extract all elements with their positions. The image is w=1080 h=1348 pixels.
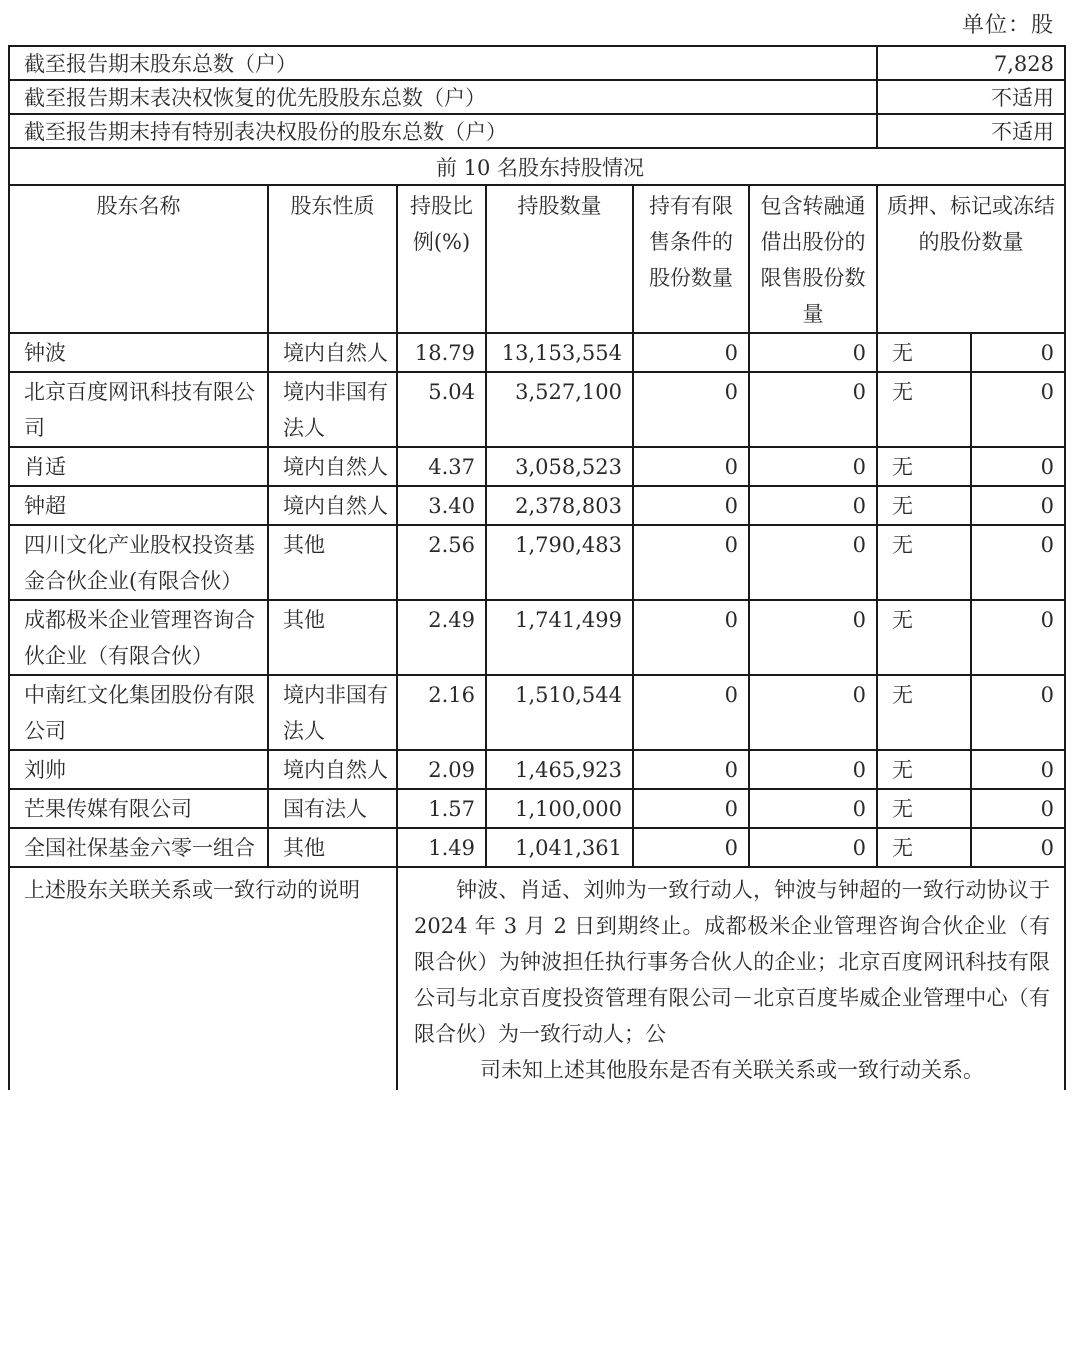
header-nature: 股东性质 <box>268 185 397 333</box>
pledge-status: 无 <box>877 750 971 789</box>
shareholder-row <box>9 789 1065 828</box>
pledge-status: 无 <box>877 333 971 372</box>
shareholder-row <box>9 372 1065 447</box>
pledge-quantity: 0 <box>971 486 1065 525</box>
pledge-status: 无 <box>877 525 971 600</box>
shares-held: 1,041,361 <box>486 828 633 867</box>
restricted-shares: 0 <box>633 525 749 600</box>
lent-restricted-shares: 0 <box>749 675 877 750</box>
restricted-shares: 0 <box>633 372 749 447</box>
restricted-shares: 0 <box>633 675 749 750</box>
shareholder-row <box>9 600 1065 675</box>
shareholder-name: 肖适 <box>9 447 268 486</box>
restricted-shares: 0 <box>633 333 749 372</box>
shareholding-ratio: 1.57 <box>397 789 486 828</box>
pledge-status: 无 <box>877 372 971 447</box>
shareholder-name: 钟超 <box>9 486 268 525</box>
shareholding-ratio: 3.40 <box>397 486 486 525</box>
shareholding-ratio: 2.49 <box>397 600 486 675</box>
relationship-note-row <box>9 867 1065 1090</box>
restricted-shares: 0 <box>633 828 749 867</box>
shareholder-name: 四川文化产业股权投资基金合伙企业(有限合伙） <box>9 525 268 600</box>
summary-value: 7,828 <box>877 46 1065 80</box>
header-name: 股东名称 <box>9 185 268 333</box>
shares-held: 13,153,554 <box>486 333 633 372</box>
shares-held: 1,510,544 <box>486 675 633 750</box>
shareholder-name: 北京百度网讯科技有限公司 <box>9 372 268 447</box>
shareholder-row <box>9 333 1065 372</box>
pledge-quantity: 0 <box>971 675 1065 750</box>
shares-held: 1,790,483 <box>486 525 633 600</box>
summary-label: 截至报告期末股东总数（户） <box>9 46 877 80</box>
note-text-last: 司未知上述其他股东是否有关联关系或一致行动关系。 <box>480 1058 984 1082</box>
pledge-status: 无 <box>877 789 971 828</box>
pledge-quantity: 0 <box>971 828 1065 867</box>
lent-restricted-shares: 0 <box>749 447 877 486</box>
summary-row <box>9 114 1065 148</box>
header-ratio: 持股比例(%) <box>397 185 486 333</box>
shareholder-name: 刘帅 <box>9 750 268 789</box>
shareholder-nature: 境内自然人 <box>268 333 397 372</box>
shares-held: 1,741,499 <box>486 600 633 675</box>
shareholding-ratio: 1.49 <box>397 828 486 867</box>
lent-restricted-shares: 0 <box>749 486 877 525</box>
shareholder-name: 中南红文化集团股份有限公司 <box>9 675 268 750</box>
lent-restricted-shares: 0 <box>749 750 877 789</box>
lent-restricted-shares: 0 <box>749 372 877 447</box>
shares-held: 1,465,923 <box>486 750 633 789</box>
pledge-status: 无 <box>877 828 971 867</box>
lent-restricted-shares: 0 <box>749 600 877 675</box>
summary-row <box>9 46 1065 80</box>
pledge-status: 无 <box>877 486 971 525</box>
shareholder-nature: 境内自然人 <box>268 486 397 525</box>
lent-restricted-shares: 0 <box>749 525 877 600</box>
header-restricted: 持有有限售条件的股份数量 <box>633 185 749 333</box>
shares-held: 1,100,000 <box>486 789 633 828</box>
shareholding-ratio: 4.37 <box>397 447 486 486</box>
header-pledge: 质押、标记或冻结的股份数量 <box>877 185 1065 333</box>
shareholder-row <box>9 525 1065 600</box>
restricted-shares: 0 <box>633 600 749 675</box>
shareholder-row <box>9 447 1065 486</box>
pledge-quantity: 0 <box>971 372 1065 447</box>
lent-restricted-shares: 0 <box>749 828 877 867</box>
shareholder-table <box>8 45 1066 1090</box>
pledge-quantity: 0 <box>971 789 1065 828</box>
shares-held: 3,527,100 <box>486 372 633 447</box>
shareholder-name: 成都极米企业管理咨询合伙企业（有限合伙） <box>9 600 268 675</box>
header-row <box>9 185 1065 333</box>
section-title: 前 10 名股东持股情况 <box>9 148 1065 185</box>
shareholder-row <box>9 675 1065 750</box>
header-lent: 包含转融通借出股份的限售股份数量 <box>749 185 877 333</box>
shareholder-name: 钟波 <box>9 333 268 372</box>
restricted-shares: 0 <box>633 789 749 828</box>
restricted-shares: 0 <box>633 486 749 525</box>
restricted-shares: 0 <box>633 750 749 789</box>
shareholder-name: 全国社保基金六零一组合 <box>9 828 268 867</box>
pledge-quantity: 0 <box>971 750 1065 789</box>
pledge-quantity: 0 <box>971 333 1065 372</box>
shareholder-nature: 国有法人 <box>268 789 397 828</box>
summary-label: 截至报告期末持有特别表决权股份的股东总数（户） <box>9 114 877 148</box>
unit-label: 单位：股 <box>961 13 1054 38</box>
pledge-status: 无 <box>877 675 971 750</box>
shareholder-nature: 境内自然人 <box>268 447 397 486</box>
shareholding-ratio: 2.56 <box>397 525 486 600</box>
pledge-status: 无 <box>877 447 971 486</box>
pledge-quantity: 0 <box>971 525 1065 600</box>
shareholder-nature: 境内非国有法人 <box>268 372 397 447</box>
shareholding-ratio: 5.04 <box>397 372 486 447</box>
shares-held: 3,058,523 <box>486 447 633 486</box>
summary-value: 不适用 <box>877 114 1065 148</box>
pledge-quantity: 0 <box>971 600 1065 675</box>
restricted-shares: 0 <box>633 447 749 486</box>
lent-restricted-shares: 0 <box>749 789 877 828</box>
summary-value: 不适用 <box>877 80 1065 114</box>
shareholder-row <box>9 828 1065 867</box>
note-text-main: 钟波、肖适、刘帅为一致行动人，钟波与钟超的一致行动协议于 2024 年 3 月 2 日到期终止。成都极米企业管理咨询合伙企业（有限合伙）为钟波担任执行事务合伙人的企业；北京百度网讯科技有限公司与北京百度投资管理有限公司－北京百度毕威企业管理中心（有限合伙）为一致行动人；公 <box>414 878 1050 1046</box>
shareholder-nature: 其他 <box>268 828 397 867</box>
shareholding-ratio: 2.16 <box>397 675 486 750</box>
shareholder-name: 芒果传媒有限公司 <box>9 789 268 828</box>
shareholder-nature: 其他 <box>268 525 397 600</box>
note-text <box>397 867 1065 1090</box>
shareholding-ratio: 2.09 <box>397 750 486 789</box>
shareholder-nature: 其他 <box>268 600 397 675</box>
summary-row <box>9 80 1065 114</box>
shareholder-row <box>9 486 1065 525</box>
pledge-status: 无 <box>877 600 971 675</box>
shareholder-nature: 境内非国有法人 <box>268 675 397 750</box>
lent-restricted-shares: 0 <box>749 333 877 372</box>
summary-label: 截至报告期末表决权恢复的优先股股东总数（户） <box>9 80 877 114</box>
pledge-quantity: 0 <box>971 447 1065 486</box>
section-title-row <box>9 148 1065 185</box>
shareholding-ratio: 18.79 <box>397 333 486 372</box>
note-label: 上述股东关联关系或一致行动的说明 <box>9 867 397 1090</box>
shares-held: 2,378,803 <box>486 486 633 525</box>
shareholder-nature: 境内自然人 <box>268 750 397 789</box>
header-shares: 持股数量 <box>486 185 633 333</box>
shareholder-row <box>9 750 1065 789</box>
